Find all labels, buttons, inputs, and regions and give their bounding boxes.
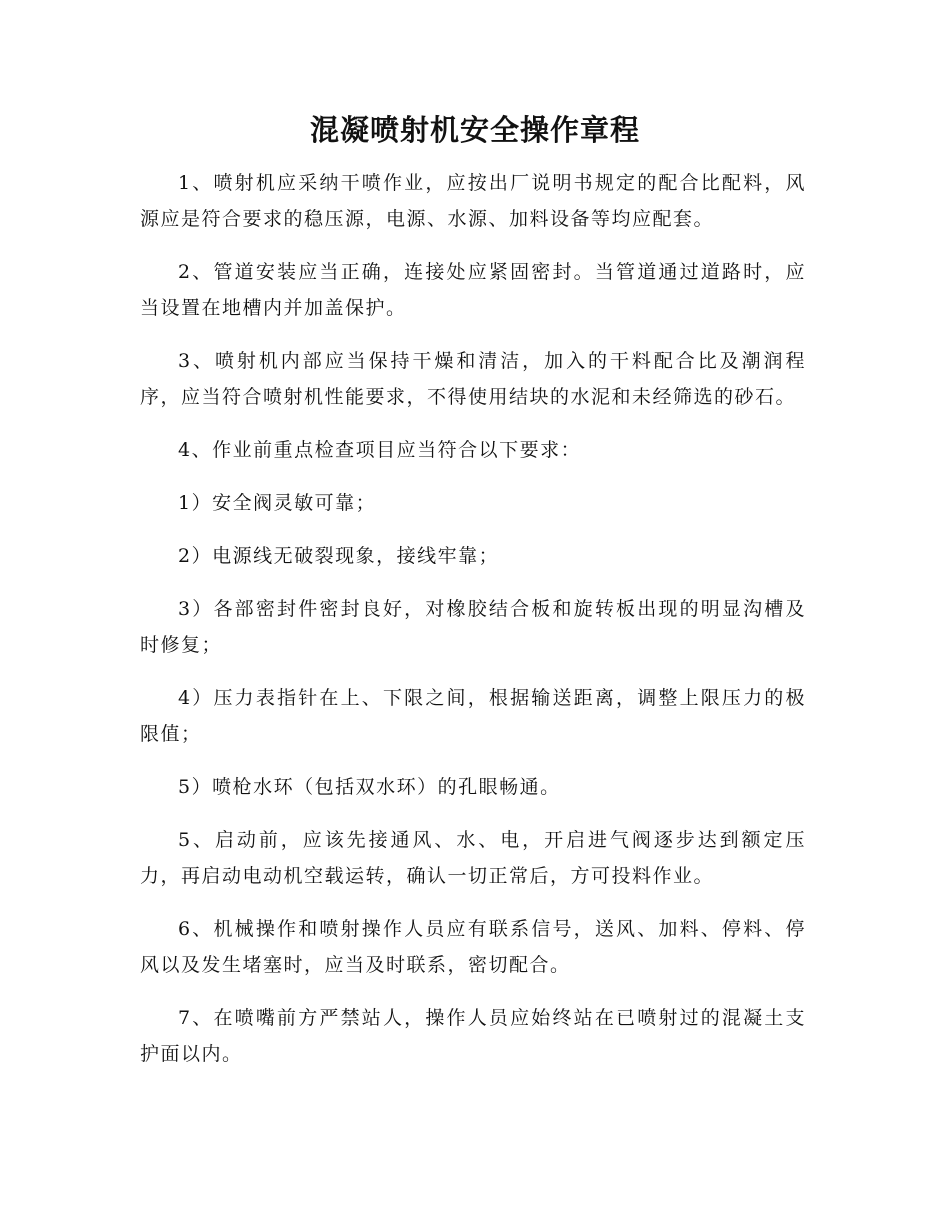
sub-item-4: 4）压力表指针在上、下限之间，根据输送距离，调整上限压力的极限值； bbox=[140, 687, 806, 745]
sub-item-5: 5）喷枪水环（包括双水环）的孔眼畅通。 bbox=[178, 776, 561, 798]
paragraph-6: 6、机械操作和喷射操作人员应有联系信号，送风、加料、停料、停风以及发生堵塞时，应当及时联系，密切配合。 bbox=[140, 918, 806, 976]
sub-item-2: 2）电源线无破裂现象，接线牢靠； bbox=[178, 545, 500, 567]
document-body bbox=[140, 165, 806, 1089]
paragraph-1: 1、喷射机应采纳干喷作业，应按出厂说明书规定的配合比配料，风源应是符合要求的稳压源，电源、水源、加料设备等均应配套。 bbox=[140, 172, 806, 230]
paragraph-4: 4、作业前重点检查项目应当符合以下要求： bbox=[178, 439, 582, 461]
sub-item-1: 1）安全阀灵敏可靠； bbox=[178, 492, 377, 514]
paragraph-5: 5、启动前，应该先接通风、水、电，开启进气阀逐步达到额定压力，再启动电动机空载运转，确认一切正常后，方可投料作业。 bbox=[140, 829, 806, 887]
sub-item-3: 3）各部密封件密封良好，对橡胶结合板和旋转板出现的明显沟槽及时修复； bbox=[140, 598, 806, 656]
paragraph-7: 7、在喷嘴前方严禁站人，操作人员应始终站在已喷射过的混凝土支护面以内。 bbox=[140, 1007, 806, 1065]
paragraph-2: 2、管道安装应当正确，连接处应紧固密封。当管道通过道路时，应当设置在地槽内并加盖保护。 bbox=[140, 261, 806, 319]
document-title: 混凝喷射机安全操作章程 bbox=[309, 113, 640, 147]
paragraph-3: 3、喷射机内部应当保持干燥和清洁，加入的干料配合比及潮润程序，应当符合喷射机性能要求，不得使用结块的水泥和未经筛选的砂石。 bbox=[140, 350, 806, 408]
